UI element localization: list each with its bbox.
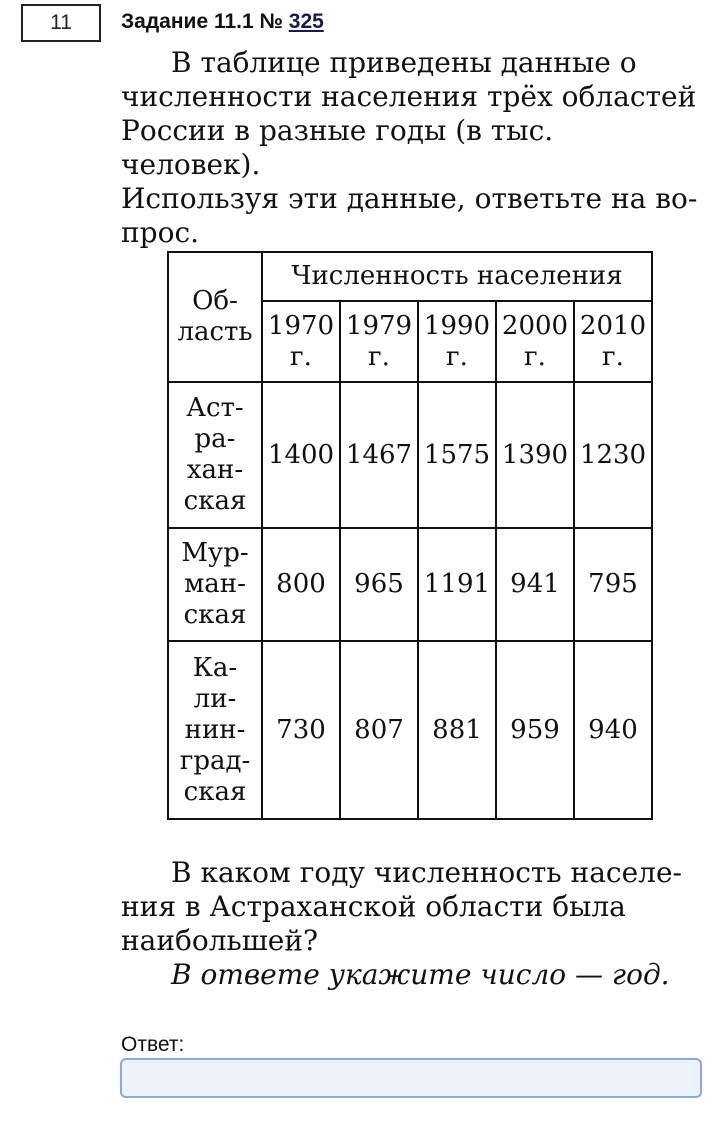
value-cell: 807 — [340, 641, 418, 819]
intro-line: В таблице приведены данные о — [171, 46, 637, 79]
year-header-1990: 1990 г. — [418, 301, 496, 382]
intro-text — [121, 46, 701, 250]
population-group-header: Численность населения — [262, 252, 652, 301]
value-cell: 881 — [418, 641, 496, 819]
year-header-2000: 2000 г. — [496, 301, 574, 382]
population-table — [167, 251, 653, 820]
table-row — [168, 641, 652, 819]
value-cell: 1575 — [418, 382, 496, 528]
region-cell-murmansk: Мур- ман- ская — [168, 528, 262, 641]
value-cell: 1230 — [574, 382, 652, 528]
year-header-1970: 1970 г. — [262, 301, 340, 382]
intro-line: прос. — [121, 216, 200, 249]
region-header-cell — [168, 252, 262, 382]
value-cell: 730 — [262, 641, 340, 819]
task-label: Задание 11.1 № — [121, 10, 283, 33]
value-cell: 1191 — [418, 528, 496, 641]
year-header-2010: 2010 г. — [574, 301, 652, 382]
value-cell: 965 — [340, 528, 418, 641]
value-cell: 795 — [574, 528, 652, 641]
region-cell-kaliningrad: Ка- ли- нин- град- ская — [168, 641, 262, 819]
answer-label: Ответ: — [121, 1033, 185, 1056]
question-text — [121, 856, 701, 992]
table-row — [168, 382, 652, 528]
value-cell: 800 — [262, 528, 340, 641]
intro-line: численности населения трёх областей — [121, 80, 697, 113]
value-cell: 940 — [574, 641, 652, 819]
question-line: наибольшей? — [121, 924, 319, 957]
region-header-line: ласть — [177, 317, 253, 347]
intro-line: Используя эти данные, ответьте на во- — [121, 182, 698, 215]
answer-input[interactable] — [120, 1058, 702, 1098]
value-cell: 941 — [496, 528, 574, 641]
question-line: ния в Астраханской области была — [121, 890, 626, 923]
year-header-1979: 1979 г. — [340, 301, 418, 382]
region-cell-astrakhan: Аст- ра- хан- ская — [168, 382, 262, 528]
intro-line: России в разные годы (в тыс. человек). — [121, 114, 554, 181]
region-header-line: Об- — [192, 286, 238, 316]
answer-instruction: В ответе укажите число — год. — [171, 958, 670, 991]
table-row — [168, 528, 652, 641]
value-cell: 1467 — [340, 382, 418, 528]
question-line: В каком году численность населе- — [171, 856, 682, 889]
task-header — [121, 8, 324, 36]
task-id-link[interactable]: 325 — [288, 10, 324, 33]
value-cell: 1400 — [262, 382, 340, 528]
task-number-box — [21, 4, 101, 42]
value-cell: 1390 — [496, 382, 574, 528]
value-cell: 959 — [496, 641, 574, 819]
task-number: 11 — [50, 11, 72, 34]
